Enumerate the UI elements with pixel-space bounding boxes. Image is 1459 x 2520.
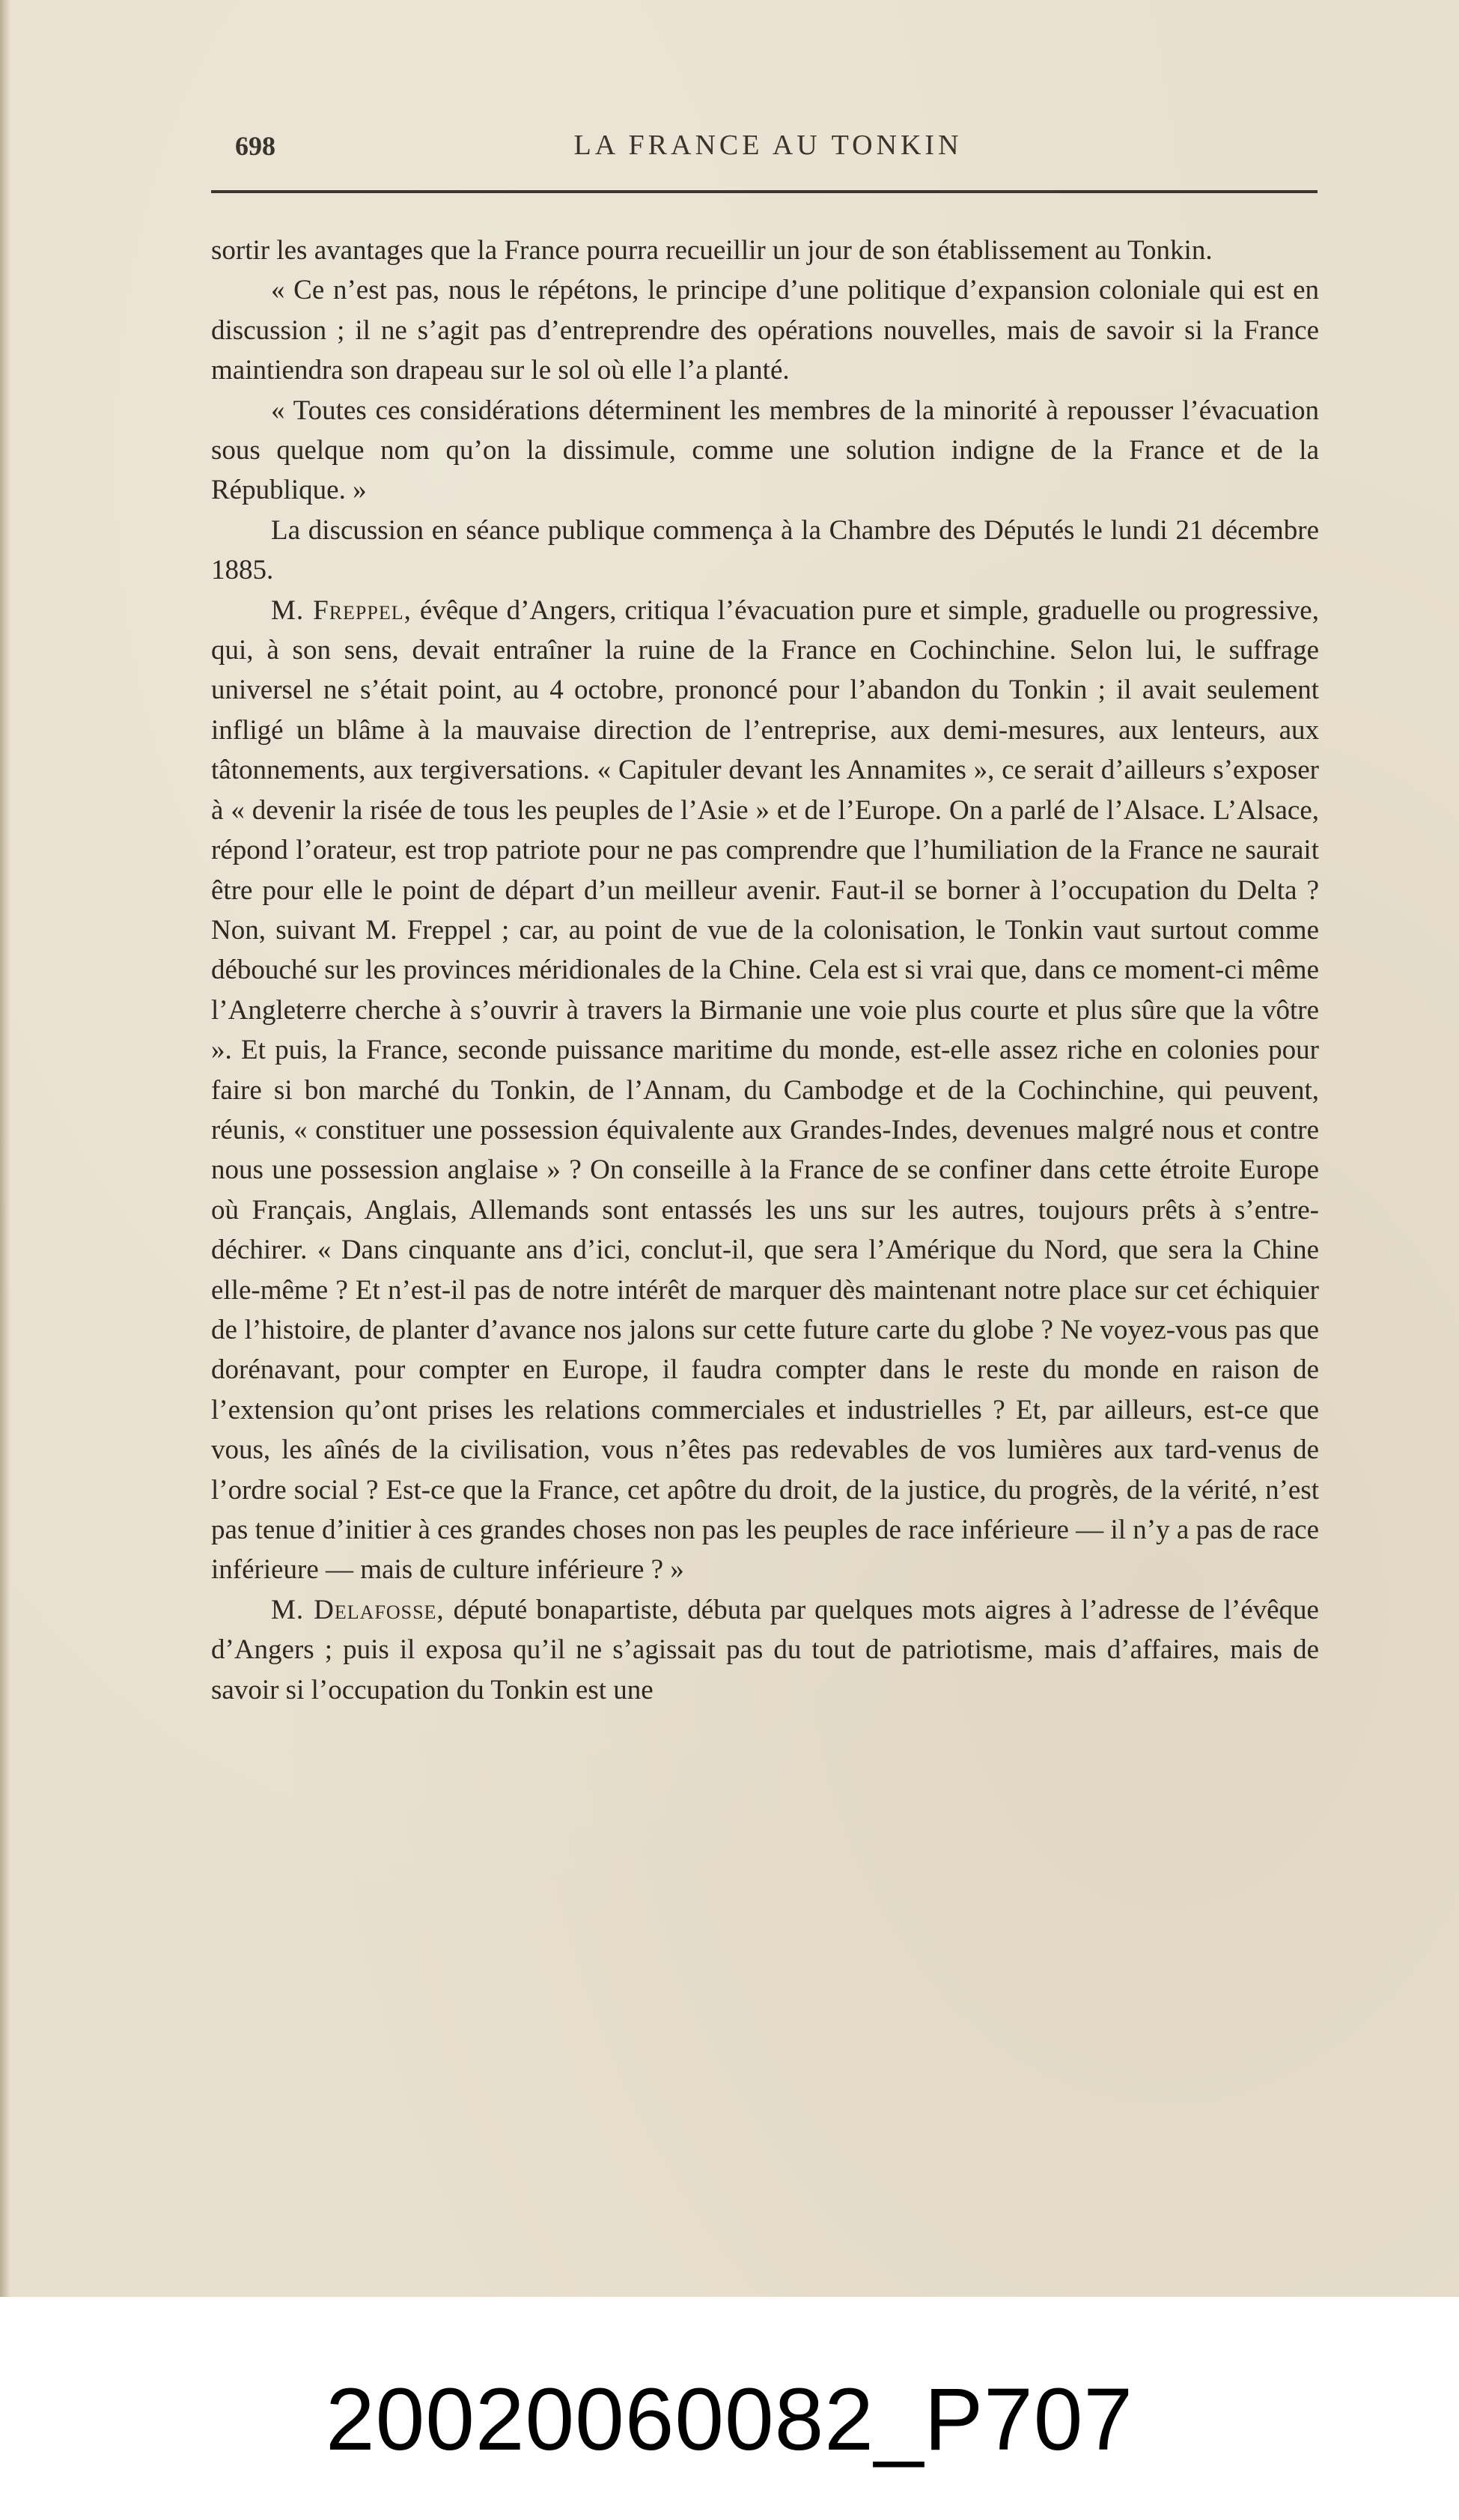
running-title: LA FRANCE AU TONKIN <box>573 130 963 161</box>
running-head <box>217 126 1319 171</box>
paragraph: La discussion en séance publique commença à la Chambre des Députés le lundi 21 décembre 1885. <box>211 514 1319 586</box>
paragraph: sortir les avantages que la France pourra recueillir un jour de son établissement au Tonkin. <box>211 235 1213 266</box>
paragraph-text: député bonapartiste, débuta par quelques mots aigres à l’adresse de l’évêque d’Angers ; puis il exposa qu’il ne s’agissait pas du tout de patriotisme, mais d’affaires, mais de savoir si l’occupation du Tonkin est une <box>211 1594 1319 1705</box>
page-edge-shadow <box>0 0 10 2297</box>
paragraph: « Toutes ces considérations déterminent les membres de la minorité à repousser l’évacuation sous quelque nom qu’on la dissimule, comme une solution indigne de la France et de la République. » <box>211 395 1319 506</box>
caption-band <box>0 2297 1459 2520</box>
speaker-name: M. Delafosse, <box>271 1594 445 1625</box>
image-id-caption: 20020060082_P707 <box>325 2370 1134 2469</box>
body-text <box>211 231 1319 1710</box>
paragraph-freppel <box>211 591 1319 1590</box>
paragraph: « Ce n’est pas, nous le répétons, le principe d’une politique d’expansion coloniale qui est en discussion ; il ne s’agit pas d’entreprendre des opérations nouvelles, mais de savoir si la France maintiendra son drapeau sur le sol où elle l’a planté. <box>211 275 1319 386</box>
paragraph-delafosse <box>211 1590 1319 1710</box>
speaker-name: M. Freppel, <box>271 594 412 626</box>
paragraph-text: évêque d’Angers, critiqua l’évacuation pure et simple, graduelle ou progressive, qui, à son sens, devait entraîner la ruine de la France en Cochinchine. Selon lui, le suffrage universel ne s’était point, au 4 octobre, prononcé pour l’abandon du Tonkin ; il avait seulement infligé un blâme à la mauvaise direction de l’entreprise, aux demi-mesures, aux lenteurs, aux tâtonnements, aux tergiversations. « Capituler devant les Annamites », ce serait d’ailleurs s’exposer à « devenir la risée de tous les peuples de l’Asie » et de l’Europe. On a parlé de l’Alsace. L’Alsace, répond l’orateur, est trop patriote pour ne pas comprendre que l’humiliation de la France ne saurait être pour elle le point de départ d’un meilleur avenir. Faut-il se borner à l’occupation du Delta ? Non, suivant M. Freppel ; car, au point de vue de la colonisation, le Tonkin vaut surtout comme débouché sur les provinces méridionales de la Chine. Cela est si vrai que, dans ce moment-ci même l’Angleterre cherche à s’ouvrir à travers la Birmanie une voie plus courte et plus sûre que la vôtre ». Et puis, la France, seconde puissance maritime du monde, est-elle assez riche en colonies pour faire si bon marché du Tonkin, de l’Annam, du Cambodge et de la Cochinchine, qui peuvent, réunis, « constituer une possession équivalente aux Grandes-Indes, devenues malgré nous et contre nous une possession anglaise » ? On conseille à la France de se confiner dans cette étroite Europe où Français, Anglais, Allemands sont entassés les uns sur les autres, toujours prêts à s’entre-déchirer. « Dans cinquante ans d’ici, conclut-il, que sera l’Amérique du Nord, que sera la Chine elle-même ? Et n’est-il pas de notre intérêt de marquer dès maintenant notre place sur cet échiquier de l’histoire, de planter d’avance nos jalons sur cette future carte du globe ? Ne voyez-vous pas que dorénavant, pour compter en Europe, il faudra compter dans le reste du monde en raison de l’extension qu’ont prises les relations commerciales et industrielles ? Et, par ailleurs, est-ce que vous, les aînés de la civilisation, vous n’êtes pas redevables de vos lumières aux tard-venus de l’ordre social ? Est-ce que la France, cet apôtre du droit, de la justice, du progrès, de la vérité, n’est pas tenue d’initier à ces grandes choses non pas les peuples de race inférieure — il n’y a pas de race inférieure — mais de culture inférieure ? » <box>211 594 1319 1586</box>
header-rule <box>211 190 1318 193</box>
page-number: 698 <box>235 131 275 161</box>
